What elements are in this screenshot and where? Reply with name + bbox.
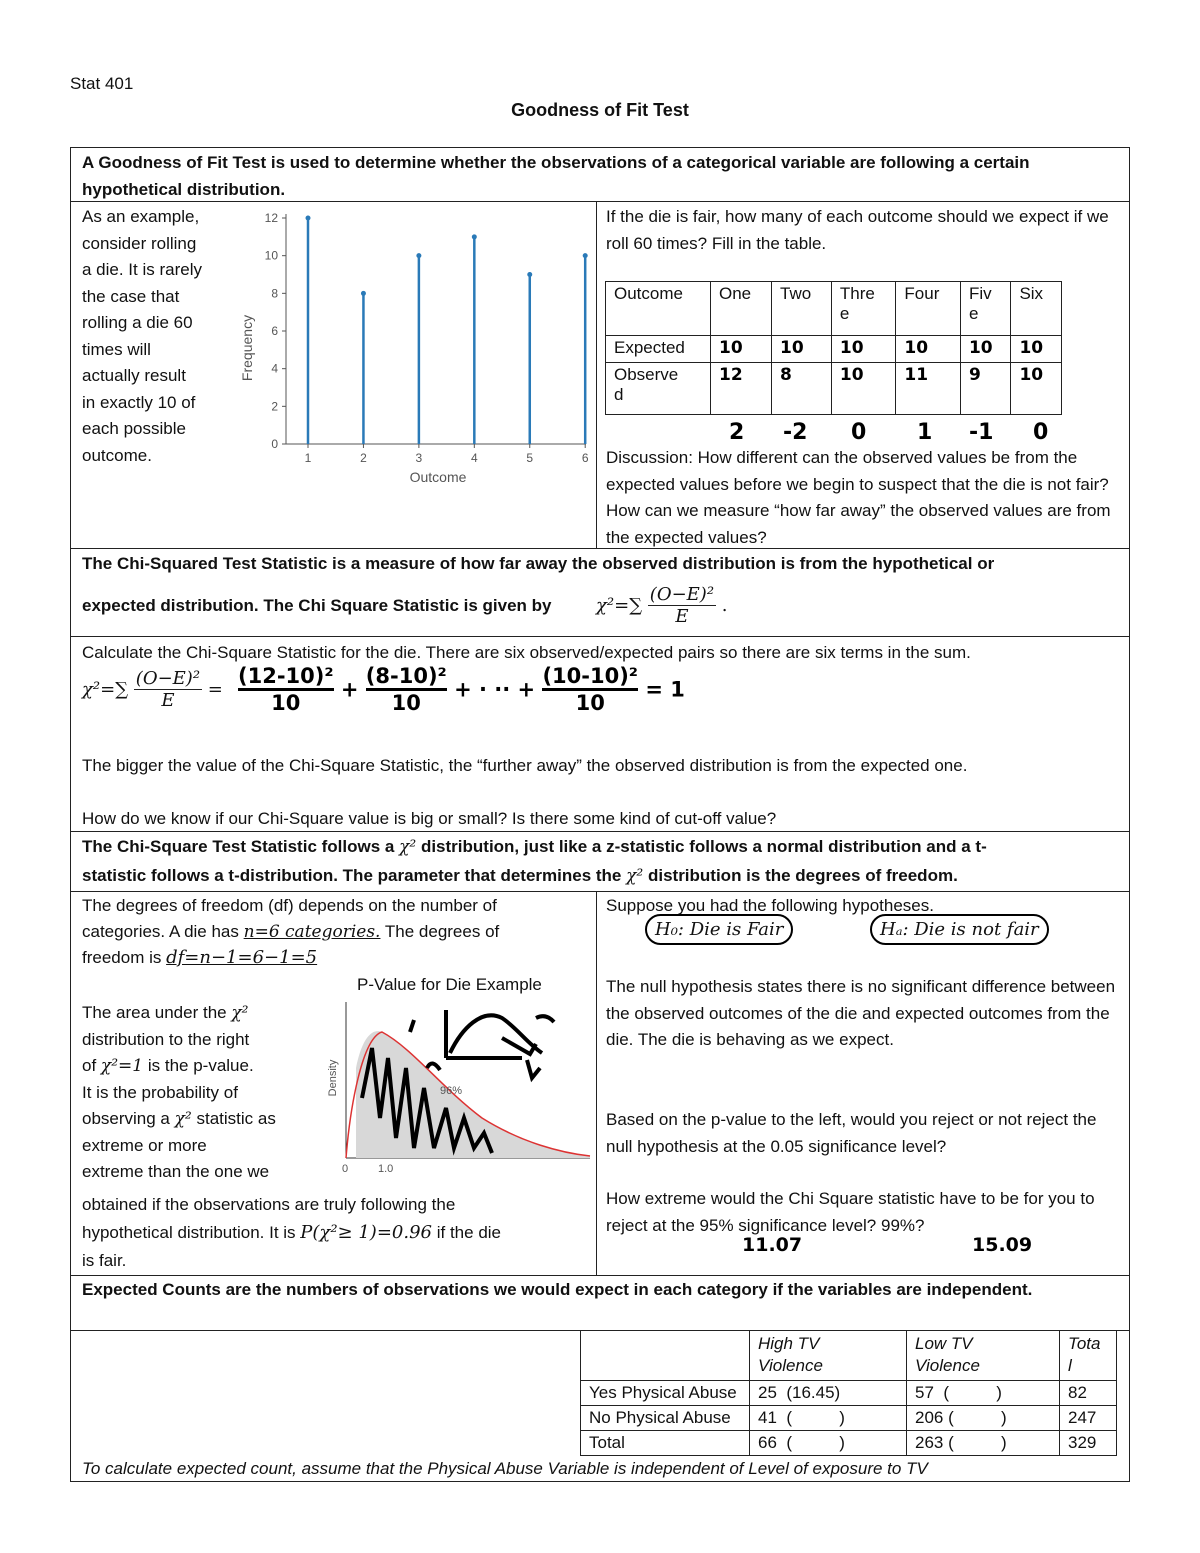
section2-heading-line2: expected distribution. The Chi Square Statistic is given by (82, 596, 552, 615)
header-cell: Outcome (606, 282, 711, 336)
handwritten-work: $\frac{\text{(12-10)²}}{10}$ + $\frac{\text{(8-10)²}}{10}$ + · ·· + $\frac{\text{(10-10)²}}{10}$ = 1 (238, 664, 685, 715)
expected-cell[interactable]: 10 (711, 336, 772, 363)
handwritten-sketch (410, 1010, 554, 1078)
course-label: Stat 401 (70, 74, 134, 93)
table-row (581, 1331, 1117, 1381)
chart-x-tick-label: 6 (581, 451, 589, 465)
chi-square-density-chart (322, 998, 592, 1178)
chart-y-tick-label: 8 (271, 286, 278, 301)
chart-point (527, 272, 532, 277)
expected-cell[interactable]: 10 (896, 336, 961, 363)
count-cell[interactable]: 66 ( ) (750, 1431, 907, 1456)
chart-y-tick-label: 4 (271, 361, 278, 376)
header-cell (581, 1331, 750, 1381)
row-label: Total (581, 1431, 750, 1456)
count-cell[interactable]: 25 (16.45) (750, 1381, 907, 1406)
row-label: Observe d (606, 363, 711, 415)
difference-value: 0 (851, 420, 867, 445)
area-cont-2: hypothetical distribution. It is P(χ²≥ 1)=0.96 if the die (82, 1222, 501, 1243)
area-cont-3: is fair. (82, 1251, 127, 1270)
chart-point (583, 253, 588, 258)
calc-intro: Calculate the Chi-Square Statistic for the die. There are six observed/expected pairs so there are six terms in the sum. (82, 643, 971, 662)
null-explanation: The null hypothesis states there is no significant difference between the observed outcomes of the die and expected outcomes from the die. The die is behaving as we expect. (606, 977, 1116, 1049)
observed-cell[interactable]: 11 (896, 363, 961, 415)
page-title: Goodness of Fit Test (511, 100, 689, 120)
col-divider-1 (596, 201, 597, 548)
observed-cell[interactable]: 10 (831, 363, 896, 415)
chart-ylabel: Frequency (239, 314, 255, 382)
chart-y-tick-label: 0 (271, 437, 278, 451)
chart-x-tick-label: 2 (360, 451, 367, 465)
chart-xlabel: Outcome (409, 469, 467, 485)
count-cell[interactable]: 263 ( ) (907, 1431, 1060, 1456)
divider-6 (70, 1275, 1130, 1276)
difference-value: -1 (969, 420, 994, 445)
table-row (581, 1381, 1117, 1406)
chart-point (472, 234, 477, 239)
chart-x-tick-label: 5 (526, 451, 534, 465)
difference-value: 1 (917, 420, 933, 445)
total-cell: 82 (1060, 1381, 1117, 1406)
pct-label: 96% (440, 1085, 463, 1097)
section4-line1: The Chi-Square Test Statistic follows a χ² distribution, just like a z-statistic follows a normal distribution and a t- (82, 837, 987, 857)
difference-value: -2 (783, 420, 808, 445)
extreme-question: How extreme would the Chi Square statistic have to be for you to reject at the 95% significance level? 99%? (606, 1189, 1095, 1235)
null-hypothesis: H₀: Die is Fair (645, 914, 793, 945)
table-row (581, 1431, 1117, 1456)
answer-95: 11.07 (742, 1234, 803, 1256)
discussion-text: Discussion: How different can the observed values be from the expected values before we begin to suspect that the die is not fair? How can we measure “how far away” the observed values are from the expected values? (606, 448, 1111, 547)
observed-cell[interactable]: 10 (1011, 363, 1062, 415)
df-line1: The degrees of freedom (df) depends on the number of (82, 896, 497, 915)
row-label: Yes Physical Abuse (581, 1381, 750, 1406)
density-label: Density (327, 1059, 339, 1097)
fill-question: If the die is fair, how many of each outcome should we expect if we roll 60 times? Fill in the table. (606, 207, 1109, 253)
chart-x-tick-label: 1 (304, 451, 312, 465)
pvalue-chart-title: P-Value for Die Example (357, 975, 542, 994)
expected-cell[interactable]: 10 (960, 336, 1011, 363)
chart-y-tick-label: 6 (271, 324, 278, 338)
chi-square-formula: χ²=∑ $\frac{\text{(O−E)²}}{E}$ . (596, 584, 728, 627)
chart-point (306, 216, 311, 221)
table-row (606, 282, 1062, 336)
header-cell: Low TV Violence (907, 1331, 1060, 1381)
total-cell: 247 (1060, 1406, 1117, 1431)
divider-3 (70, 636, 1130, 637)
expected-cell[interactable]: 10 (831, 336, 896, 363)
table-row (581, 1406, 1117, 1431)
tv-violence-table (580, 1330, 1117, 1456)
area-cont-1: obtained if the observations are truly following the (82, 1195, 456, 1214)
alt-hypothesis: Hₐ: Die is not fair (870, 914, 1049, 945)
section4-line2: statistic follows a t-distribution. The parameter that determines the χ² distribution is the degrees of freedom. (82, 866, 958, 886)
axis-zero-label: 0 (342, 1163, 349, 1175)
difference-value: 0 (1033, 420, 1049, 445)
frequency-chart (236, 208, 592, 488)
observed-cell[interactable]: 9 (960, 363, 1011, 415)
table-row (606, 336, 1062, 363)
hypotheses-intro: Suppose you had the following hypotheses. (606, 896, 934, 915)
count-cell[interactable]: 57 ( ) (907, 1381, 1060, 1406)
observed-cell[interactable]: 12 (711, 363, 772, 415)
difference-value: 2 (729, 420, 745, 445)
header-cell: One (711, 282, 772, 336)
table-row (606, 363, 1062, 415)
bigger-value-text: The bigger the value of the Chi-Square Statistic, the “further away” the observed distribution is from the expected one. (82, 756, 968, 775)
section6-heading: Expected Counts are the numbers of observations we would expect in each category if the variables are independent. (82, 1280, 1033, 1299)
header-cell: Fiv e (960, 282, 1011, 336)
reject-question: Based on the p-value to the left, would you reject or not reject the null hypothesis at the 0.05 significance level? (606, 1110, 1097, 1156)
divider-5 (70, 891, 1130, 892)
section2-heading: The Chi-Squared Test Statistic is a measure of how far away the observed distribution is from the hypothetical or (82, 554, 995, 573)
header-cell: Tota l (1060, 1331, 1117, 1381)
section1-heading: A Goodness of Fit Test is used to determine whether the observations of a categorical variable are following a certain hypothetical distribution. (82, 153, 1030, 199)
chart-x-tick-label: 3 (415, 451, 423, 465)
header-cell: Six (1011, 282, 1062, 336)
count-cell[interactable]: 41 ( ) (750, 1406, 907, 1431)
expected-cell[interactable]: 10 (1011, 336, 1062, 363)
row-label: Expected (606, 336, 711, 363)
col-divider-2 (596, 891, 597, 1275)
chart-point (416, 253, 421, 258)
df-line2: categories. A die has n=6 categories. The degrees of (82, 922, 500, 942)
header-cell: Four (896, 282, 961, 336)
area-text: The area under the χ² distribution to the right of χ²=1 is the p-value. It is the probability of observing a χ² statistic as extreme or more extreme than the one we (82, 1003, 276, 1181)
total-cell: 329 (1060, 1431, 1117, 1456)
df-line3: freedom is df=n−1=6−1=5 (82, 947, 318, 968)
footnote: To calculate expected count, assume that the Physical Abuse Variable is independent of Level of exposure to TV (82, 1459, 928, 1478)
answer-99: 15.09 (972, 1234, 1033, 1256)
cutoff-question: How do we know if our Chi-Square value is big or small? Is there some kind of cut-off value? (82, 809, 777, 828)
header-cell: High TV Violence (750, 1331, 907, 1381)
chart-y-tick-label: 2 (271, 399, 278, 414)
chart-point (361, 291, 366, 296)
chart-y-tick-label: 12 (264, 211, 278, 225)
chart-y-tick-label: 10 (264, 248, 278, 263)
die-table (605, 281, 1062, 415)
expected-cell[interactable]: 10 (772, 336, 832, 363)
header-cell: Thre e (831, 282, 896, 336)
calc-formula: χ²=∑ $\frac{\text{(O−E)²}}{E}$ = (82, 668, 223, 711)
chart-x-tick-label: 4 (470, 451, 478, 465)
row-label: No Physical Abuse (581, 1406, 750, 1431)
header-cell: Two (772, 282, 832, 336)
observed-cell[interactable]: 8 (772, 363, 832, 415)
axis-one-label: 1.0 (378, 1163, 394, 1175)
count-cell[interactable]: 206 ( ) (907, 1406, 1060, 1431)
example-text: As an example, consider rolling a die. It is rarely the case that rolling a die 60 times will actually result in exactly 10 of each possible outcome. (82, 207, 202, 465)
